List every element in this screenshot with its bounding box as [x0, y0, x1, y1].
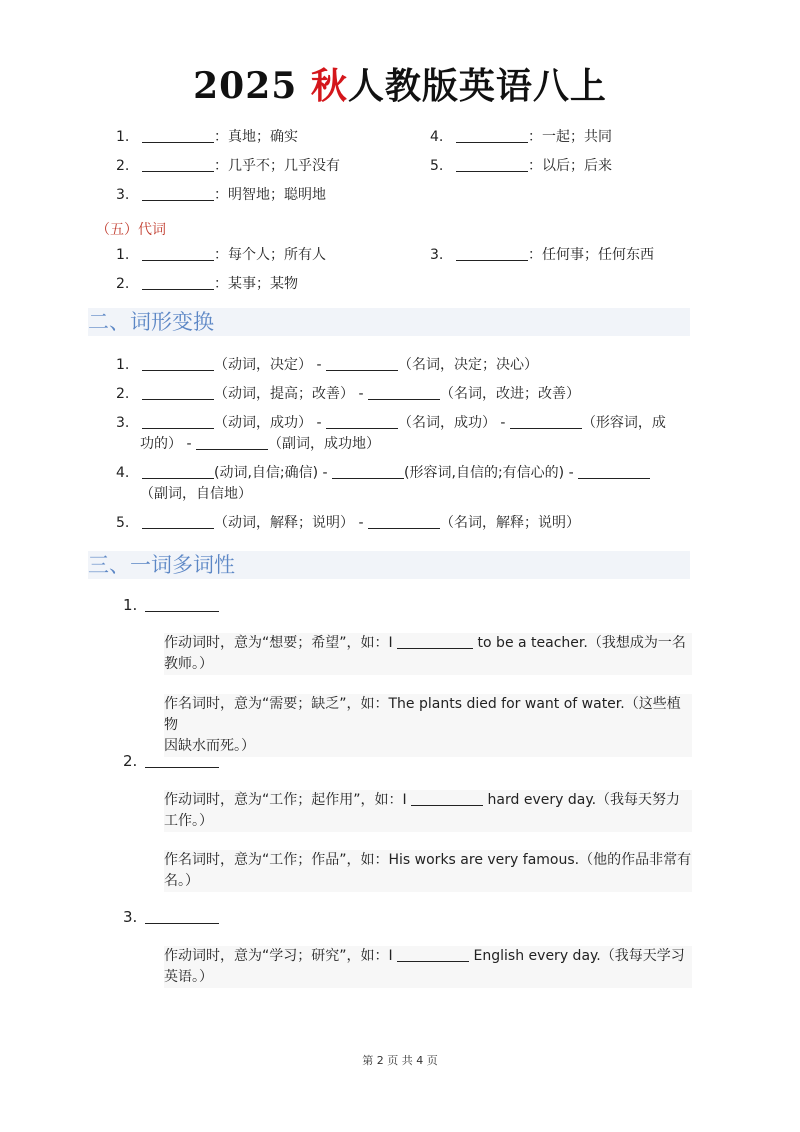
page-footer: 第 2 页 共 4 页: [362, 1054, 438, 1067]
title-rest: 人教版英语八上: [347, 65, 607, 107]
item-number: 3.: [123, 908, 138, 926]
item-number: 1.: [116, 129, 130, 145]
item-number: 5.: [116, 515, 130, 531]
item-number: 1.: [123, 596, 138, 614]
answer-blank[interactable]: [142, 385, 214, 400]
answer-blank[interactable]: [142, 275, 214, 290]
usage-text: 英语。）: [164, 969, 213, 985]
word-form-hint: （名词，改进；改善）: [439, 386, 580, 402]
usage-description: [164, 946, 692, 988]
answer-blank[interactable]: [145, 753, 219, 768]
word-form-item: [116, 384, 580, 404]
usage-text: 作动词时，意为“学习；研究”，如：I: [164, 948, 393, 964]
item-meaning: ：真地；确实: [214, 129, 298, 145]
item-number: 3.: [116, 415, 130, 431]
answer-blank[interactable]: [510, 414, 582, 429]
multi-pos-item: [123, 908, 219, 926]
answer-blank[interactable]: [397, 947, 469, 962]
answer-blank[interactable]: [145, 597, 219, 612]
item-meaning: ：每个人；所有人: [214, 247, 326, 263]
answer-blank[interactable]: [368, 514, 440, 529]
word-form-hint: 功的） -: [140, 436, 192, 452]
item-number: 2.: [116, 386, 130, 402]
word-form-hint: （副词，自信地）: [140, 486, 252, 502]
answer-blank[interactable]: [578, 464, 650, 479]
answer-blank[interactable]: [456, 157, 528, 172]
usage-text: 工作。）: [164, 813, 213, 829]
title-year: 2025: [193, 65, 298, 107]
answer-blank[interactable]: [326, 356, 398, 371]
item-meaning: ：某事；某物: [214, 276, 298, 292]
answer-blank[interactable]: [326, 414, 398, 429]
answer-blank[interactable]: [142, 186, 214, 201]
answer-blank[interactable]: [456, 246, 528, 261]
usage-text: to be a teacher.（我想成为一名: [477, 635, 686, 651]
answer-blank[interactable]: [142, 157, 214, 172]
list-item: [116, 245, 326, 265]
usage-description: [164, 633, 692, 675]
item-meaning: ：以后；后来: [528, 158, 612, 174]
page-title: [0, 58, 800, 109]
word-form-hint: (形容词,自信的;有信心的) -: [404, 465, 574, 481]
word-form-hint: （动词，决定） -: [214, 357, 322, 373]
word-form-continuation: [140, 434, 380, 455]
usage-text: 作名词时，意为“工作；作品”，如：His works are very famous.（他的作品非常有: [164, 852, 692, 868]
usage-text: hard every day.（我每天努力: [487, 792, 681, 808]
item-number: 1.: [116, 357, 130, 373]
item-number: 3.: [116, 187, 130, 203]
answer-blank[interactable]: [332, 464, 404, 479]
usage-text: 作动词时，意为“工作；起作用”，如：I: [164, 792, 407, 808]
list-item: [430, 245, 654, 265]
title-red-char: 秋: [310, 65, 348, 107]
item-number: 4.: [116, 465, 130, 481]
word-form-item: [116, 355, 538, 375]
usage-text: 教师。）: [164, 656, 213, 672]
word-form-hint: （动词，成功） -: [214, 415, 322, 431]
item-number: 2.: [116, 158, 130, 174]
word-form-hint: （名词，成功） -: [397, 415, 506, 431]
item-meaning: ：任何事；任何东西: [528, 247, 654, 263]
word-form-hint: （名词，解释；说明）: [439, 515, 580, 531]
usage-text: 名。）: [164, 873, 199, 889]
word-form-hint: （动词，提高；改善） -: [214, 386, 364, 402]
usage-description: [164, 694, 692, 757]
usage-text: English every day.（我每天学习: [473, 948, 685, 964]
usage-description: [164, 850, 692, 892]
item-number: 1.: [116, 247, 130, 263]
answer-blank[interactable]: [196, 435, 268, 450]
answer-blank[interactable]: [145, 909, 219, 924]
answer-blank[interactable]: [142, 128, 214, 143]
answer-blank[interactable]: [397, 634, 473, 649]
word-form-continuation: [140, 484, 252, 505]
answer-blank[interactable]: [142, 464, 214, 479]
word-form-hint: （名词，决定；决心）: [397, 357, 538, 373]
list-item: [116, 185, 326, 205]
word-form-item: [116, 463, 650, 483]
item-meaning: ：几乎不；几乎没有: [214, 158, 340, 174]
answer-blank[interactable]: [142, 246, 214, 261]
section-heading-word-forms: 二、词形变换: [88, 308, 690, 336]
word-form-hint: （动词，解释；说明） -: [214, 515, 364, 531]
list-item: [116, 127, 298, 147]
word-form-item: [116, 513, 580, 533]
item-meaning: ：一起；共同: [528, 129, 612, 145]
multi-pos-item: [123, 596, 219, 614]
answer-blank[interactable]: [142, 414, 214, 429]
item-number: 4.: [430, 129, 444, 145]
section-heading-multi-pos: 三、一词多词性: [88, 551, 690, 579]
answer-blank[interactable]: [368, 385, 440, 400]
item-number: 2.: [123, 752, 138, 770]
pronoun-subheading: （五）代词: [96, 222, 166, 238]
answer-blank[interactable]: [142, 356, 214, 371]
answer-blank[interactable]: [142, 514, 214, 529]
answer-blank[interactable]: [456, 128, 528, 143]
list-item: [116, 274, 298, 294]
item-meaning: ：明智地；聪明地: [214, 187, 326, 203]
word-form-item: [116, 413, 666, 433]
word-form-hint: （副词，成功地）: [267, 436, 380, 452]
list-item: [430, 156, 612, 176]
usage-text: 作动词时，意为“想要；希望”，如：I: [164, 635, 393, 651]
item-number: 2.: [116, 276, 130, 292]
item-number: 5.: [430, 158, 444, 174]
list-item: [430, 127, 612, 147]
word-form-hint: （形容词，成: [581, 415, 666, 431]
multi-pos-item: [123, 752, 219, 770]
word-form-hint: (动词,自信;确信) -: [214, 465, 328, 481]
usage-description: [164, 790, 692, 832]
item-number: 3.: [430, 247, 444, 263]
list-item: [116, 156, 340, 176]
answer-blank[interactable]: [411, 791, 483, 806]
usage-text: 因缺水而死。）: [164, 738, 255, 754]
usage-text: 作名词时，意为“需要；缺乏”，如：The plants died for want of water.（这些植物: [164, 696, 681, 733]
